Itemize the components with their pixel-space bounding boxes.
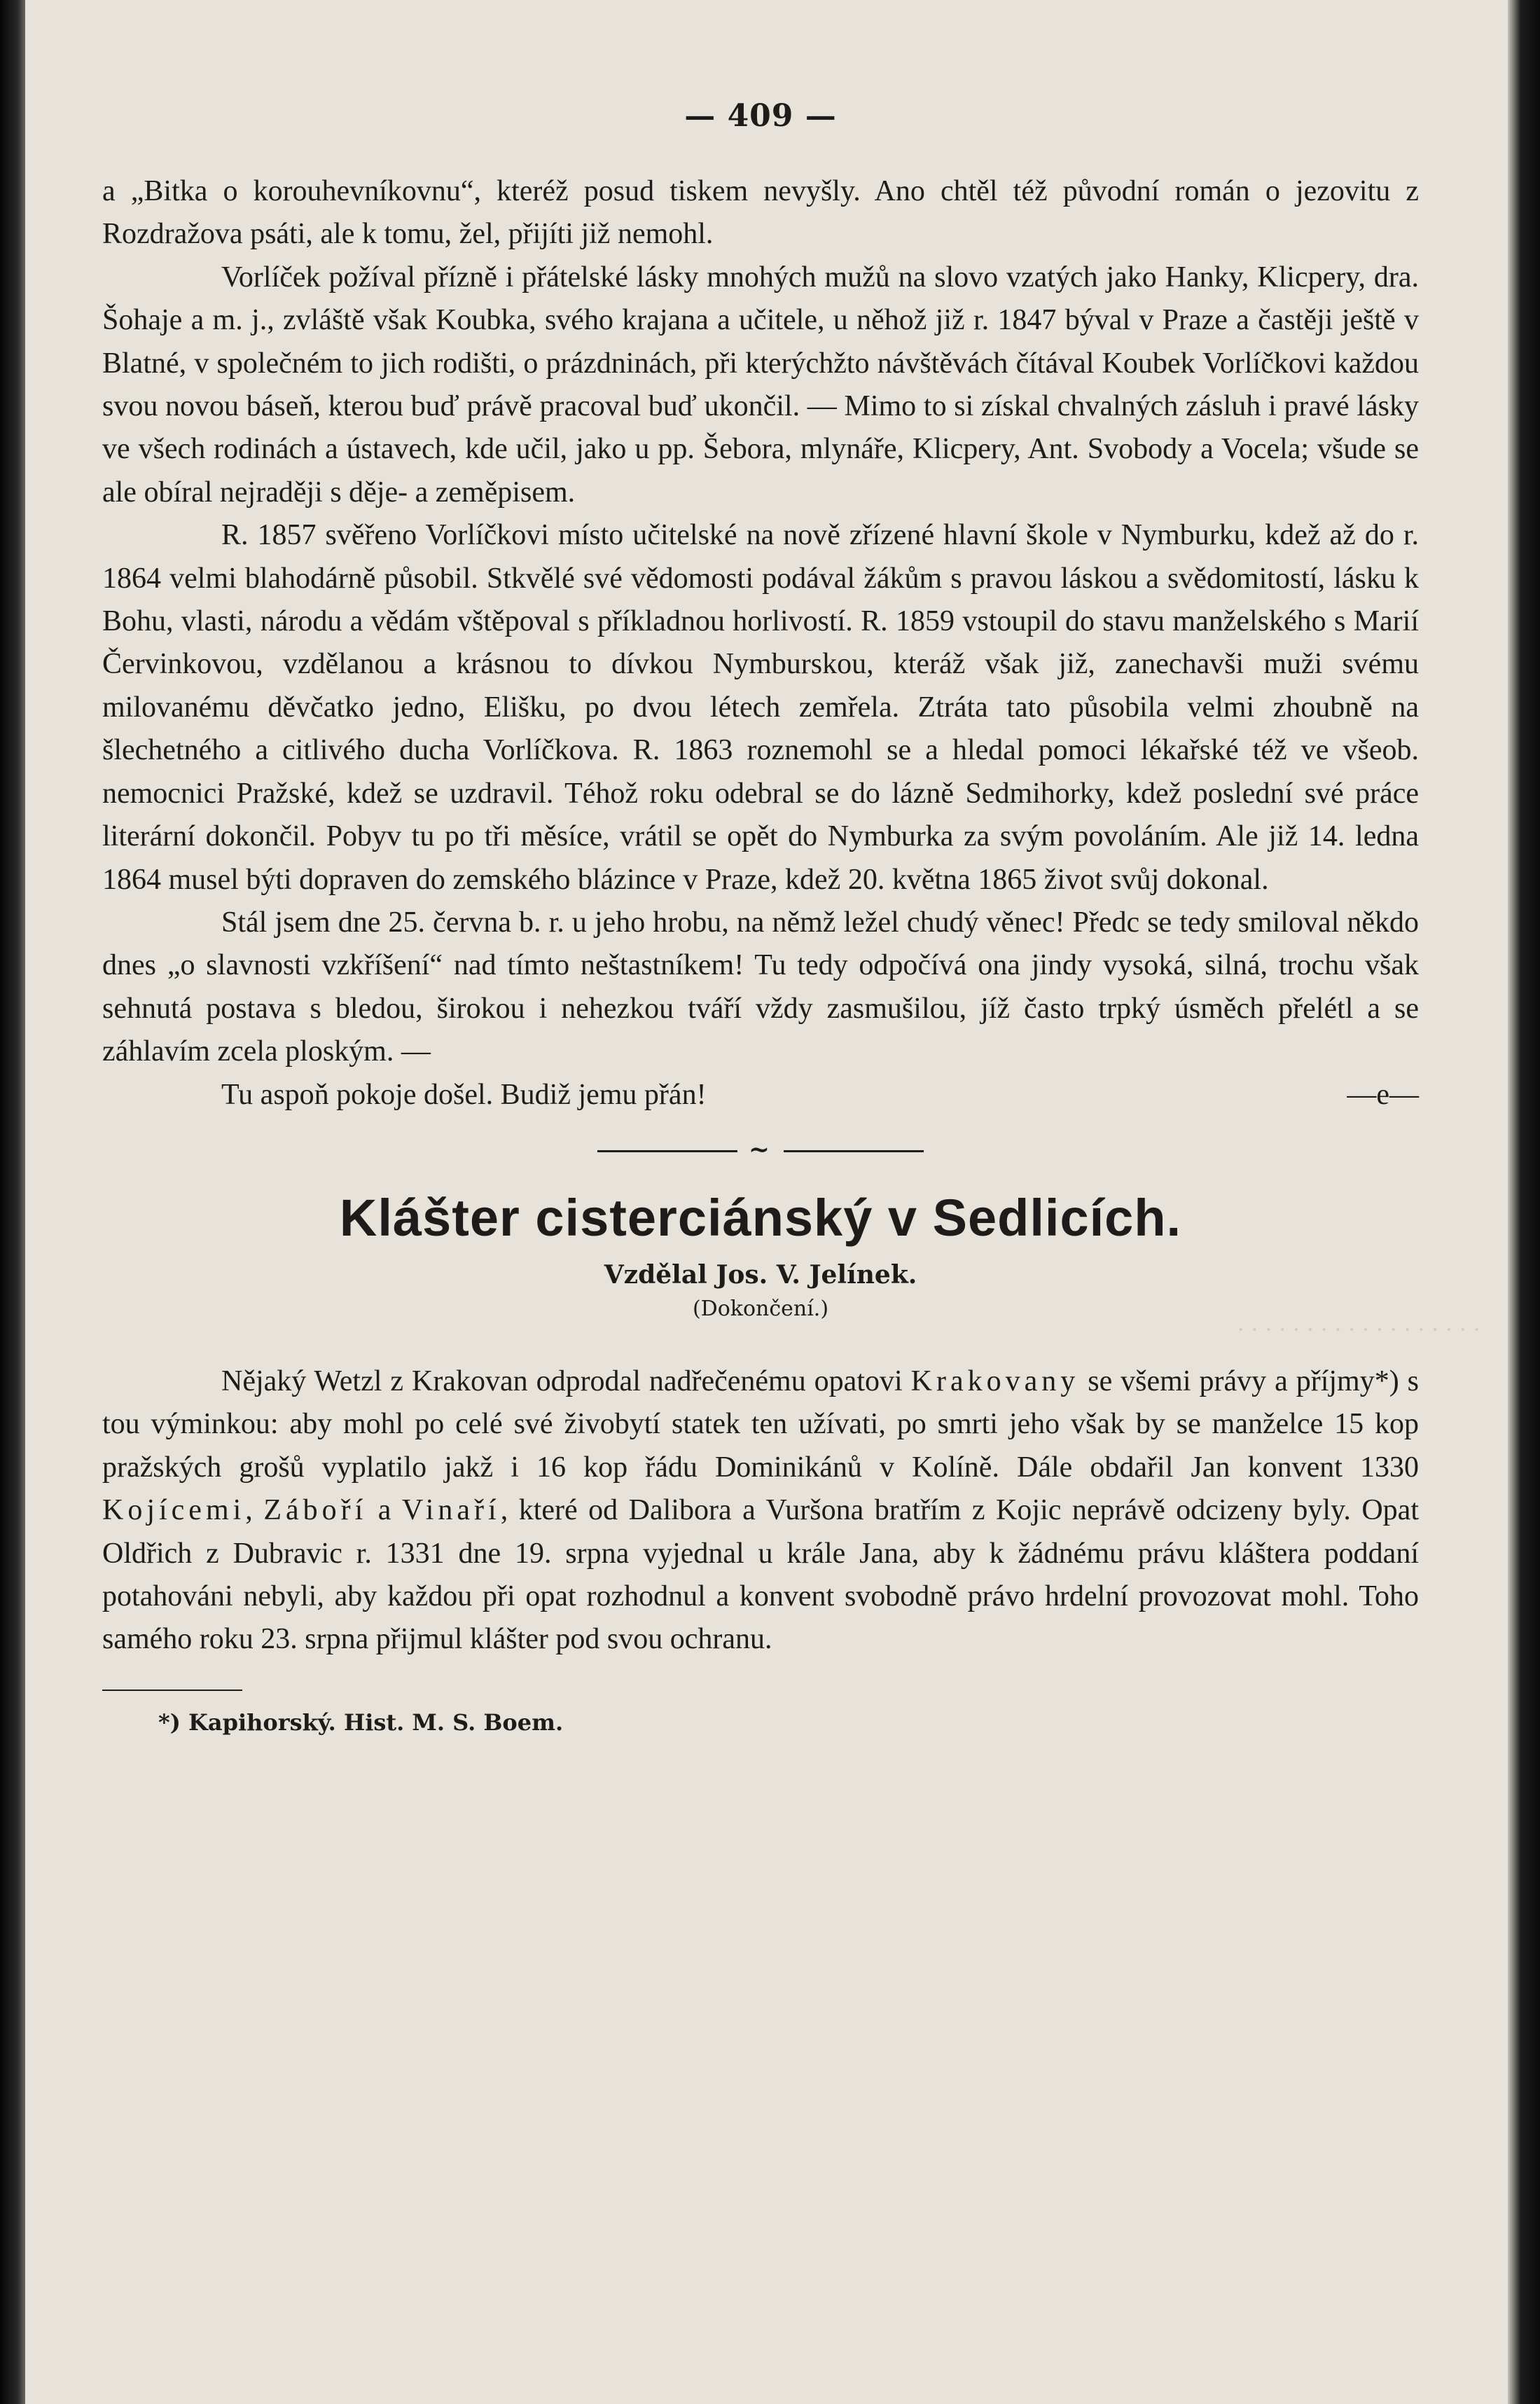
text-run: , které od Dalibora a Vuršona bratřím z Kojic neprávě odcizeny byly. Opat Oldřich z Dubravic r. 1331 dne 19. srpna vyjednal u krále Jana, aby k žádnému právu kláštera poddaní potahováni nebyli, aby každou při opat rozhodnul a konvent svobodně právo hrdelní provozovat mohl. Toho samého roku 23. srpna přijmul klášter pod svou ochranu. (102, 1494, 1419, 1656)
scan-border-right (1508, 0, 1540, 2404)
closing-line (102, 1074, 1419, 1117)
divider-rule-left (597, 1150, 737, 1152)
place-name-vinar: Vinaří (401, 1494, 501, 1527)
place-name-krakovany: Krakovany (910, 1365, 1080, 1397)
place-name-zabori: Záboří (263, 1494, 368, 1527)
text-run: se všemi právy a příjmy*) s tou výminkou: aby mohl po celé své živobytí statek ten užívati, po smrti jeho však by se manželce 15 kop pražských grošů vyplatilo jakž i 16 kop řádu Dominikánů v Kolíně. Dále obdařil Jan konvent 1330 (102, 1365, 1420, 1484)
bleed-through-ghost: · · · · · · · · · · · · · · · · · · (1236, 1317, 1480, 1343)
text-run: Nějaký Wetzl z Krakovan odprodal nadřečenému opatovi (221, 1365, 911, 1397)
scan-border-left (0, 0, 25, 2404)
page-number: — 409 — (684, 98, 837, 134)
article-status: (Dokončení.) (692, 1296, 829, 1321)
divider-rule-right (784, 1150, 924, 1152)
paragraph-1: a „Bitka o korouhevníkovnu“, kteréž posud tiskem nevyšly. Ano chtěl též původní román o jezovitu z Rozdražova psáti, ale k tomu, žel, přijíti již nemohl. (102, 175, 1419, 251)
paragraph-2: Vorlíček požíval přízně i přátelské lásky mnohých mužů na slovo vzatých jako Hanky, Klicpery, dra. Šohaje a m. j., zvláště však Koubka, svého krajana a učitele, u něhož již r. 1847 býval v Praze a častěji ještě v Blatné, v společném to jich rodišti, o prázdninách, při kterýchžto návštěvách čítával Koubek Vorlíčkovi každou svou novou báseň, kterou buď právě pracoval buď ukončil. — Mimo to si získal chvalných zásluh i pravé lásky ve všech rodinách a ústavech, kde učil, jako u pp. Šebora, mlynáře, Klicpery, Ant. Svobody a Vocela; všude se ale obíral nejraději s děje- a zeměpisem. (102, 261, 1419, 509)
text-run: , (245, 1494, 264, 1527)
closing-text: Tu aspoň pokoje došel. Budiž jemu přán! (221, 1078, 707, 1111)
section-divider (102, 1135, 1419, 1164)
author-signature: —e— (1347, 1078, 1419, 1111)
footnote-rule (102, 1690, 242, 1691)
article-paragraph (102, 1360, 1419, 1662)
paragraph-3: R. 1857 svěřeno Vorlíčkovi místo učitelské na nově zřízené hlavní škole v Nymburku, kdež až do r. 1864 velmi blahodárně působil. Stkvělé své vědomosti podával žákům s pravou láskou a svědomitostí, lásku k Bohu, vlasti, národu a vědám vštěpoval s příkladnou horlivostí. R. 1859 vstoupil do stavu manželského s Marií Červinkovou, vzdělanou a krásnou to dívkou Nymburskou, kteráž však již, zanechavši muži svému milovanému děvčatko jedno, Elišku, po dvou létech zemřela. Ztráta tato působila velmi zhoubně na šlechetného a citlivého ducha Vorlíčkova. R. 1863 roznemohl se a hledal pomoci lékařské též ve všeob. nemocnici Pražské, kdež se uzdravil. Téhož roku odebral se do lázně Sedmihorky, kdež poslední své práce literární dokončil. Pobyv tu po tři měsíce, vrátil se opět do Nymburka za svým povoláním. Ale již 14. ledna 1864 musel býti dopraven do zemského blázince v Praze, kdež 20. května 1865 život svůj dokonal. (102, 519, 1419, 896)
paragraph-4: Stál jsem dne 25. června b. r. u jeho hrobu, na němž ležel chudý věnec! Předc se tedy smiloval někdo dnes „o slavnosti vzkříšení“ nad tímto neštastníkem! Tu tedy odpočívá ona jindy vysoká, silná, trochu však sehnutá postava s bledou, širokou i nehezkou tváří vždy zasmušilou, jíž často trpký úsměch přelétl a se záhlavím zcela ploským. — (102, 906, 1419, 1068)
page-content (102, 98, 1419, 1736)
footnote: *) Kapihorský. Hist. M. S. Boem. (158, 1708, 564, 1736)
page-sheet (25, 0, 1529, 2404)
text-run: a (367, 1494, 402, 1527)
place-name-kojice: Kojícemi (102, 1494, 246, 1527)
article-byline: Vzdělal Jos. V. Jelínek. (604, 1259, 917, 1290)
article-title: Klášter cisterciánský v Sedlicích. (339, 1188, 1182, 1247)
divider-ornament: ~ (748, 1134, 773, 1164)
